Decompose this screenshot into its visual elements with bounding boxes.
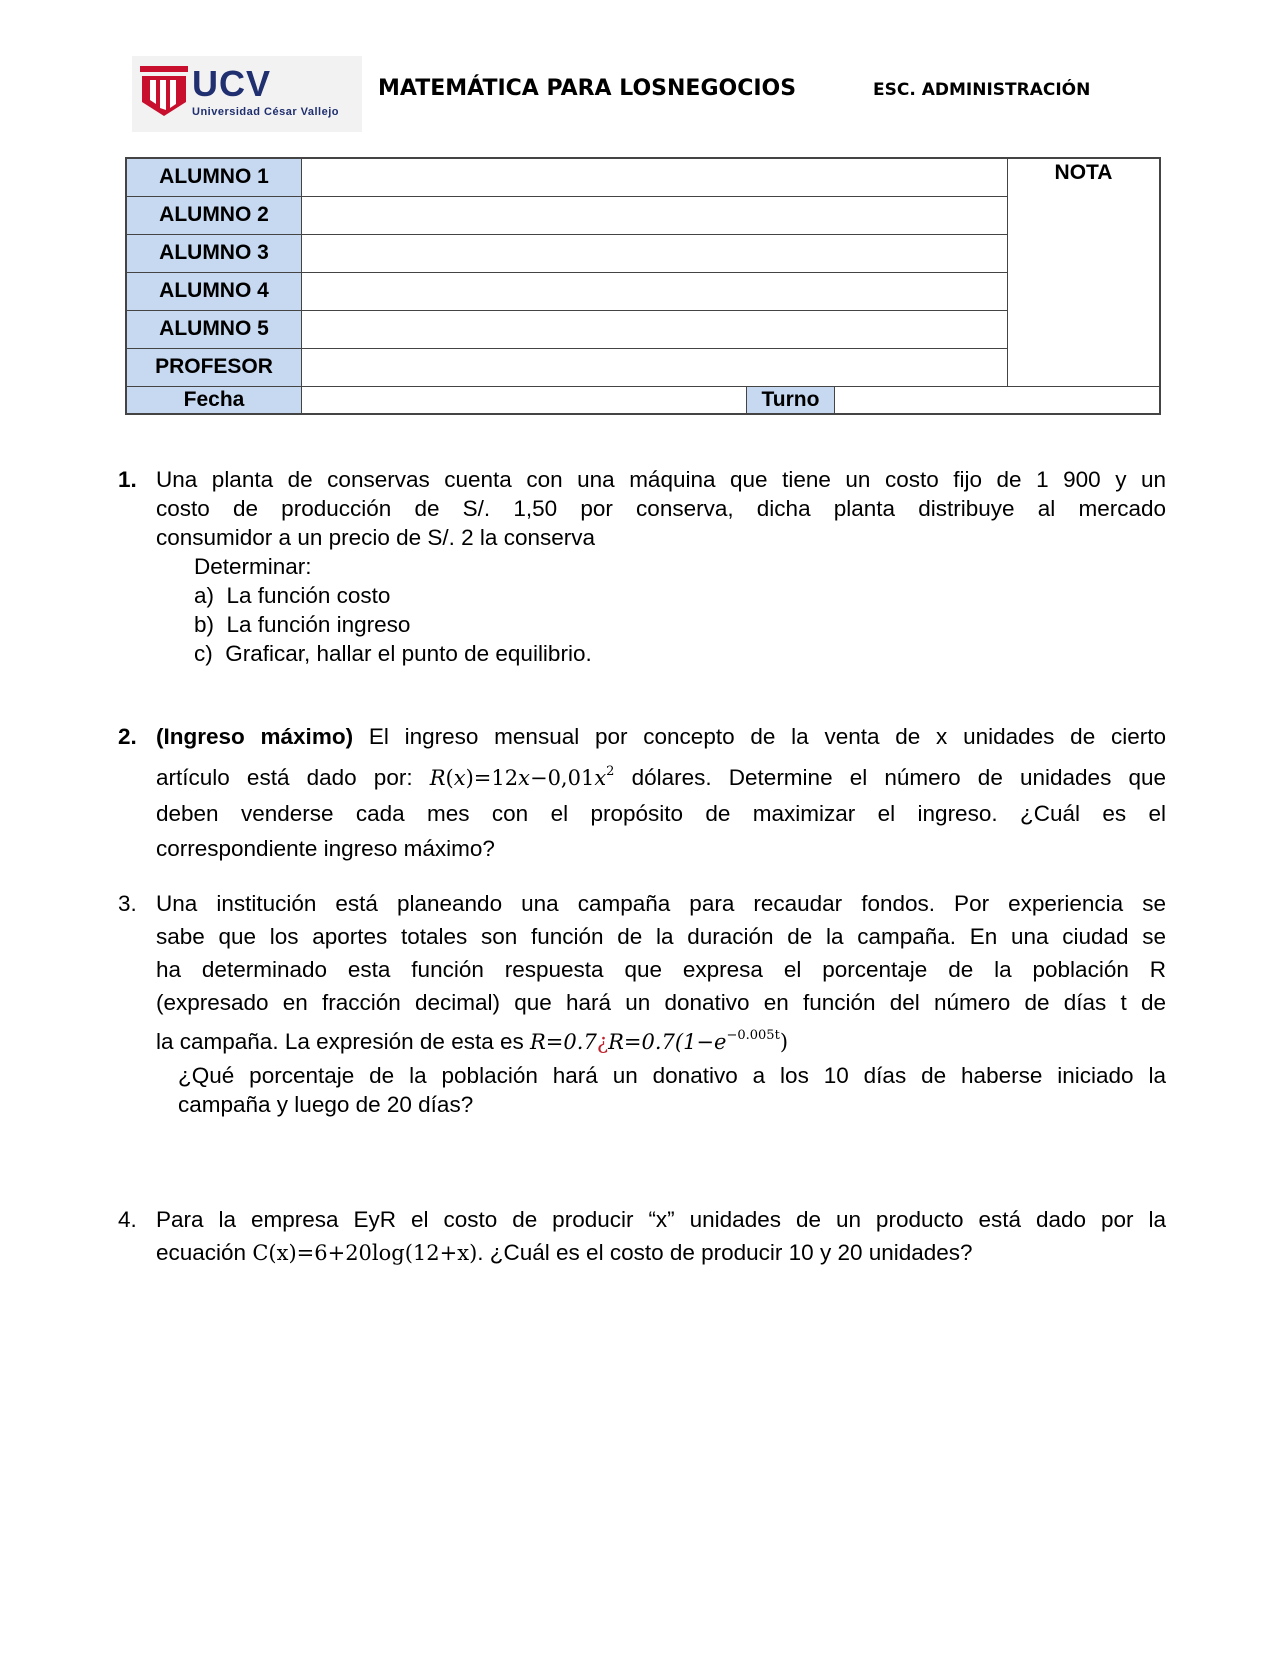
field-profesor[interactable] — [302, 349, 1008, 387]
label-turno: Turno — [747, 387, 835, 413]
question-text-line: ha determinado esta función respuesta que expresa el porcentaje de la población R — [156, 957, 1166, 982]
question-text-line: artículo está dado por: $R(x)=12x-0,01x^2$ dólares. Determine el número de unidades que — [156, 764, 1166, 790]
question-text-line: correspondiente ingreso máximo? — [156, 836, 495, 861]
question-2 — [118, 719, 1166, 866]
label-alumno-4: ALUMNO 4 — [127, 273, 302, 311]
question-number: 3. — [118, 891, 137, 916]
question-bold-lead: (Ingreso máximo) — [156, 724, 354, 749]
question-number: 4. — [118, 1207, 137, 1232]
subquestion-item: b) La función ingreso — [194, 612, 411, 637]
revenue-formula: $R(x)=12x-0,01x^2$ — [429, 764, 615, 790]
question-3 — [118, 887, 1166, 1119]
question-1 — [118, 465, 1166, 668]
subquestion-item: a) La función costo — [194, 583, 391, 608]
question-text-line: Una institución está planeando una campaña para recaudar fondos. Por experiencia se — [156, 891, 1166, 916]
logo-ucv-text: UCV — [192, 63, 272, 104]
question-text-line: Para la empresa EyR el costo de producir “x” unidades de un producto está dado por la — [156, 1207, 1166, 1232]
question-followup — [178, 1061, 1166, 1119]
question-text-line: ¿Qué porcentaje de la población hará un donativo a los 10 días de haberse iniciado la — [178, 1063, 1166, 1088]
field-alumno-5[interactable] — [302, 311, 1008, 349]
question-text-line: campaña y luego de 20 días? — [178, 1092, 474, 1117]
grade-label: NOTA — [1054, 161, 1113, 184]
university-logo — [132, 56, 362, 132]
question-text-line: Una planta de conservas cuenta con una máquina que tiene un costo fijo de 1 900 y un — [156, 467, 1166, 492]
school-name: ESC. ADMINISTRACIÓN — [873, 80, 1091, 100]
question-text-line: sabe que los aportes totales son función de la duración de la campaña. En una ciudad se — [156, 924, 1166, 949]
label-alumno-3: ALUMNO 3 — [127, 235, 302, 273]
subquestion-item: c) Graficar, hallar el punto de equilibrio. — [194, 641, 592, 666]
subquestion-intro: Determinar: — [194, 554, 312, 579]
question-number: 1. — [118, 467, 137, 492]
field-alumno-1[interactable] — [302, 159, 1008, 197]
course-title: MATEMÁTICA PARA LOSNEGOCIOS — [378, 76, 797, 101]
question-text-line: ecuación C(x)=6+20log(12+x). ¿Cuál es el costo de producir 10 y 20 unidades? — [156, 1240, 973, 1265]
field-turno[interactable] — [835, 387, 1159, 413]
ucv-emblem-icon — [140, 66, 188, 120]
donation-formula: $R=0.7¿R=0.7(1-e^{-0.005t})$ — [530, 1028, 789, 1054]
question-text-line: la campaña. La expresión de esta es $R=0.7¿R=0.7(1-e^{-0.005t})$ — [156, 1028, 789, 1054]
cost-formula: C(x)=6+20log(12+x) — [252, 1241, 478, 1265]
question-text-line: (Ingreso máximo) El ingreso mensual por concepto de la venta de x unidades de cierto — [156, 724, 1166, 749]
question-text-line: deben venderse cada mes con el propósito de maximizar el ingreso. ¿Cuál es el — [156, 801, 1166, 826]
field-alumno-4[interactable] — [302, 273, 1008, 311]
label-alumno-2: ALUMNO 2 — [127, 197, 302, 235]
logo-university-name: Universidad César Vallejo — [192, 106, 340, 118]
field-fecha[interactable] — [302, 387, 747, 413]
field-alumno-2[interactable] — [302, 197, 1008, 235]
label-alumno-1: ALUMNO 1 — [127, 159, 302, 197]
question-4 — [118, 1203, 1166, 1270]
label-fecha: Fecha — [127, 387, 302, 413]
question-text-line: costo de producción de S/. 1,50 por conserva, dicha planta distribuye al mercado — [156, 496, 1166, 521]
grade-box[interactable] — [1008, 159, 1159, 387]
field-alumno-3[interactable] — [302, 235, 1008, 273]
question-text-line: (expresado en fracción decimal) que hará un donativo en función del número de días t de — [156, 990, 1166, 1015]
question-text-line: consumidor a un precio de S/. 2 la conserva — [156, 525, 595, 550]
question-number: 2. — [118, 724, 137, 749]
student-form-table — [125, 157, 1161, 415]
label-profesor: PROFESOR — [127, 349, 302, 387]
subquestion-list — [194, 552, 1166, 668]
label-alumno-5: ALUMNO 5 — [127, 311, 302, 349]
